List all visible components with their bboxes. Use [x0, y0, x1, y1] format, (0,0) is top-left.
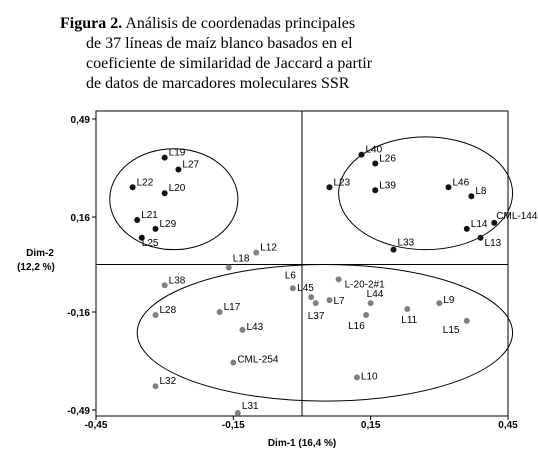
point-l11: [404, 306, 410, 312]
point-label-l22: L22: [136, 177, 154, 189]
point-l8: [468, 193, 474, 199]
point-cml-254: [230, 359, 236, 365]
point-label-l16: L16: [348, 320, 365, 332]
point-label-l43: L43: [246, 321, 264, 333]
y-tick-label: 0,49: [70, 115, 90, 126]
point-l33: [391, 247, 397, 253]
point-label-l25: L25: [141, 237, 159, 249]
point-label-cml-254: CML-254: [237, 354, 279, 366]
point-label-l38: L38: [168, 275, 186, 287]
point-l9: [436, 300, 442, 306]
point-l18: [226, 264, 232, 270]
point-label-l44: L44: [366, 289, 384, 301]
point-l43: [239, 327, 245, 333]
point-label-cml-144: CML-144: [496, 210, 538, 222]
point-l23: [326, 184, 332, 190]
point-label-l12: L12: [260, 242, 277, 254]
reference-lines: [96, 111, 508, 416]
point-label-l20: L20: [168, 183, 186, 195]
point-l44: [368, 300, 374, 306]
point-label-l14: L14: [470, 218, 488, 230]
point-l10: [354, 374, 360, 380]
y-axis-title-line-2: (12,2 %): [17, 262, 55, 273]
point-l-20-2-1: [336, 276, 342, 282]
point-label-l28: L28: [159, 304, 177, 316]
point-label-l37: L37: [307, 311, 325, 323]
x-axis-title: Dim-1 (16,4 %): [267, 438, 337, 449]
y-tick-label: -0,49: [67, 406, 90, 417]
point-label-l19: L19: [168, 147, 186, 159]
caption-line-2: de 37 líneas de maíz blanco basados en el: [86, 35, 353, 52]
x-tick-label: 0,45: [498, 420, 518, 431]
point-label-l17: L17: [223, 302, 241, 314]
point-l22: [130, 184, 136, 190]
point-l19: [162, 155, 168, 161]
caption-text-1: Análisis de coordenadas principales: [125, 15, 356, 32]
point-label-l31: L31: [241, 400, 259, 412]
data-points: [130, 145, 538, 416]
y-axis-title-line-1: Dim-2: [26, 248, 54, 259]
point-label-l23: L23: [333, 177, 351, 189]
point-l45: [308, 294, 314, 300]
point-l32: [153, 383, 159, 389]
x-tick-label: 0,15: [360, 420, 381, 431]
point-label-l27: L27: [182, 159, 200, 171]
point-l27: [175, 166, 181, 172]
point-l7: [326, 297, 332, 303]
point-label-l40: L40: [365, 144, 383, 156]
point-label-l46: L46: [452, 177, 470, 189]
point-label-l13: L13: [484, 237, 502, 249]
point-l40: [359, 152, 365, 158]
caption-line-3: coeficiente de similaridad de Jaccard a partir: [86, 55, 373, 72]
point-label-l9: L9: [443, 295, 455, 307]
point-label-l18: L18: [232, 253, 250, 265]
point-l16: [363, 312, 369, 318]
point-l17: [217, 309, 223, 315]
point-l21: [134, 217, 140, 223]
point-label-l32: L32: [159, 376, 177, 388]
point-label-l15: L15: [442, 324, 460, 336]
point-label-l33: L33: [397, 237, 415, 249]
point-label-l8: L8: [475, 186, 487, 198]
y-tick-label: -0,16: [67, 308, 90, 320]
point-label-l45: L45: [297, 283, 314, 295]
point-label-l6: L6: [284, 270, 296, 282]
point-label-l39: L39: [379, 180, 396, 192]
point-label-l29: L29: [159, 218, 177, 230]
group-1-ellipse: [110, 149, 238, 250]
point-label-l21: L21: [141, 209, 158, 221]
point-l13: [478, 235, 484, 241]
point-l15: [464, 318, 470, 324]
point-l26: [372, 161, 378, 167]
point-label-l11: L11: [401, 315, 418, 327]
figure-label: Figura 2.: [60, 15, 123, 32]
point-l20: [162, 190, 168, 196]
point-l6: [290, 285, 296, 291]
point-l39: [372, 187, 378, 193]
point-label-l26: L26: [379, 153, 396, 165]
x-tick-label: -0,45: [84, 420, 108, 431]
point-l31: [235, 410, 241, 416]
y-tick-label: 0,16: [70, 212, 90, 224]
point-l28: [153, 312, 159, 318]
point-label-l7: L7: [333, 296, 345, 308]
point-l46: [445, 184, 451, 190]
x-tick-label: -0,15: [221, 420, 245, 431]
point-label-l10: L10: [360, 371, 378, 383]
point-l38: [162, 282, 168, 288]
point-label-l-20-2-1: L-20-2#1: [344, 279, 385, 291]
point-l12: [253, 250, 259, 256]
caption-line-4: de datos de marcadores moleculares SSR: [86, 75, 350, 92]
point-l14: [464, 226, 470, 232]
point-l37: [313, 300, 319, 306]
point-l29: [153, 226, 159, 232]
